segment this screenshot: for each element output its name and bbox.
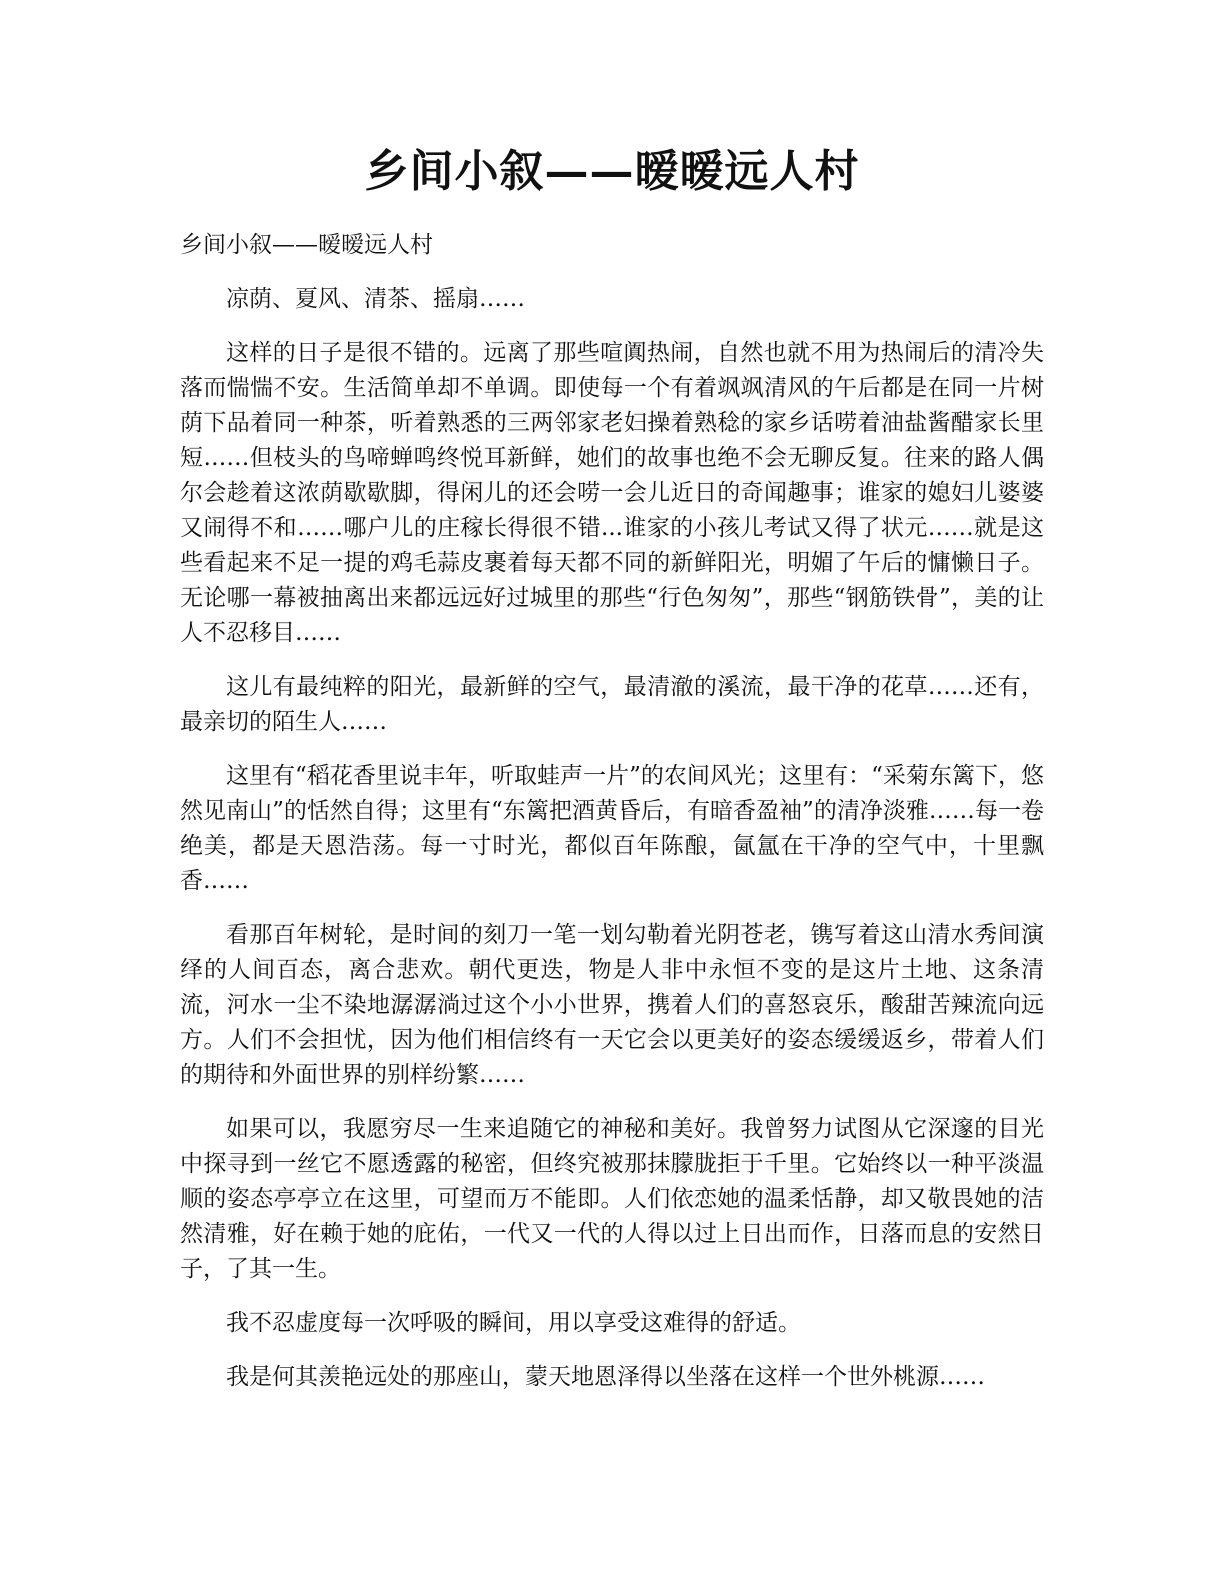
paragraph: 这样的日子是很不错的。远离了那些喧阗热闹，自然也就不用为热闹后的清冷失落而惴惴不安。生活简单却不单调。即使每一个有着飒飒清风的午后都是在同一片树荫下品着同一种茶，听着熟悉的三两邻家老妇操着熟稔的家乡话唠着油盐酱醋家长里短……但枝头的鸟啼蝉鸣终悦耳新鲜，她们的故事也绝不会无聊反复。往来的路人偶尔会趁着这浓荫歇歇脚，得闲儿的还会唠一会儿近日的奇闻趣事；谁家的媳妇儿婆婆又闹得不和……哪户儿的庄稼长得很不错...谁家的小孩儿考试又得了状元……就是这些看起来不足一提的鸡毛蒜皮裹着每天都不同的新鲜阳光，明媚了午后的慵懒日子。无论哪一幕被抽离出来都远远好过城里的那些“行色匆匆”，那些“钢筋铁骨”，美的让人不忍移目…… <box>180 340 1044 646</box>
paragraph: 这儿有最纯粹的阳光，最新鲜的空气，最清澈的溪流，最干净的花草……还有，最亲切的陌生人…… <box>180 674 1044 735</box>
document-page <box>180 0 1044 1584</box>
paragraph: 这里有“稻花香里说丰年，听取蛙声一片”的农间风光；这里有：“采菊东篱下，悠然见南山”的恬然自得；这里有“东篱把酒黄昏后，有暗香盈袖”的清净淡雅……每一卷绝美，都是天恩浩荡。每一寸时光，都似百年陈酿，氤氲在干净的空气中，十里飘香…… <box>180 763 1044 894</box>
document-title: 乡间小叙——暧暧远人村 <box>364 146 860 197</box>
paragraph: 凉荫、夏风、清茶、摇扇…… <box>226 286 525 312</box>
paragraph: 我是何其羡艳远处的那座山，蒙天地恩泽得以坐落在这样一个世外桃源…… <box>226 1364 985 1390</box>
document-body <box>180 228 1044 1414</box>
paragraph: 看那百年树轮，是时间的刻刀一笔一划勾勒着光阴苍老，镌写着这山清水秀间演绎的人间百态，离合悲欢。朝代更迭，物是人非中永恒不变的是这片土地、这条清流，河水一尘不染地潺潺淌过这个小小世界，携着人们的喜怒哀乐，酸甜苦辣流向远方。人们不会担忧，因为他们相信终有一天它会以更美好的姿态缓缓返乡，带着人们的期待和外面世界的别样纷繁…… <box>180 922 1044 1088</box>
paragraph: 我不忍虚度每一次呼吸的瞬间，用以享受这难得的舒适。 <box>226 1310 801 1336</box>
document-subtitle: 乡间小叙——暧暧远人村 <box>180 232 433 258</box>
paragraph: 如果可以，我愿穷尽一生来追随它的神秘和美好。我曾努力试图从它深邃的目光中探寻到一丝它不愿透露的秘密，但终究被那抹朦胧拒于千里。它始终以一种平淡温顺的姿态亭亭立在这里，可望而万不能即。人们依恋她的温柔恬静，却又敬畏她的洁然清雅，好在赖于她的庇佑，一代又一代的人得以过上日出而作，日落而息的安然日子，了其一生。 <box>180 1116 1044 1282</box>
